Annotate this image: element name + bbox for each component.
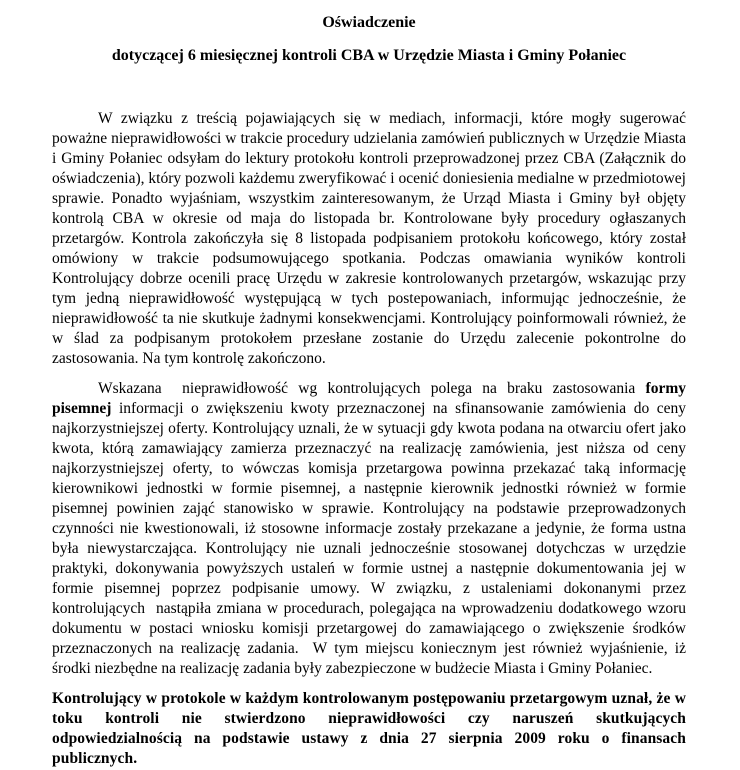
paragraph-3-conclusion: Kontrolujący w protokole w każdym kontrolowanym postępowaniu przetargowym uznał, że w toku kontroli nie stwierdzono nieprawidłowości czy naruszeń skutkujących odpowiedzialnością na podstawie ustawy z dnia 27 sierpnia 2009 roku o finansach publicznych. [52, 690, 690, 767]
paragraph-2-text-after-bold: informacji o zwiększeniu kwoty przeznaczonej na sfinansowanie zamówienia do ceny najkorzystniejszej oferty. Kontrolujący uznali, że w sytuacji gdy kwota podana na otwarciu ofert jako kwota, którą zamawiający zamierza przeznaczyć na realizację zamówienia, jest niższa od ceny najkorzystniejszej oferty, to wówczas komisja przetargowa powinna przekazać taką informację kierownikowi jednostki w formie pisemnej, a następnie kierownik jednostki również w formie pisemnej powinien zająć stanowisko w sprawie. Kontrolujący na podstawie przeprowadzonych czynności nie kwestionowali, iż stosowne informacje zostały przekazane a jedynie, że forma ustna była niewystarczająca. Kontrolujący nie uznali jednocześnie stosowanej dotychczas w urzędzie praktyki, dokonywania powyższych ustaleń w formie ustnej a następnie dokumentowania jej w formie pisemnej poprzez podpisanie umowy. W związku, z ustaleniami dokonanymi przez kontrolujących nastąpiła zmiana w procedurach, polegająca na wprowadzeniu dodatkowego wzoru dokumentu w postaci wniosku komisji przetargowej do zamawiającego o zwiększenie środków przeznaczonych na realizację zadania. W tym miejscu koniecznym jest również wyjaśnienie, iż środki niezbędne na realizację zadania były zabezpieczone w budżecie Miasta i Gminy Połaniec. [52, 400, 690, 677]
paragraph-2-text-before-bold: Wskazana nieprawidłowość wg kontrolujących polega na braku zastosowania [98, 380, 646, 397]
paragraph-2 [52, 379, 690, 679]
paragraph-1: W związku z treścią pojawiających się w mediach, informacji, które mogły sugerować poważne nieprawidłowości w trakcie procedury udzielania zamówień publicznych w Urzędzie Miasta i Gminy Połaniec odsyłam do lektury protokołu kontroli przeprowadzonej przez CBA (Załącznik do oświadczenia), który pozwoli każdemu zweryfikować i ocenić doniesienia medialne w przedmiotowej sprawie. Ponadto wyjaśniam, wszystkim zainteresowanym, że Urząd Miasta i Gminy był objęty kontrolą CBA w okresie od maja do listopada br. Kontrolowane były procedury ogłaszanych przetargów. Kontrola zakończyła się 8 listopada podpisaniem protokołu końcowego, który został omówiony w trakcie podsumowującego spotkania. Podczas omawiania wyników kontroli Kontrolujący dobrze ocenili pracę Urzędu w zakresie kontrolowanych przetargów, wskazując przy tym jedną nieprawidłowość występującą w tych postepowaniach, informując jednocześnie, że nieprawidłowość ta nie skutkuje żadnymi konsekwencjami. Kontrolujący poinformowali również, że w ślad za podpisanym protokołem przesłane zostanie do Urzędu zalecenie pokontrolne do zastosowania. Na tym kontrolę zakończono. [52, 110, 690, 367]
document-subtitle: dotyczącej 6 miesięcznej kontroli CBA w Urzędzie Miasta i Gminy Połaniec [111, 47, 627, 64]
document-title: Oświadczenie [322, 14, 416, 31]
paragraph-2-bold-phrase: formy pisemnej [52, 380, 690, 417]
